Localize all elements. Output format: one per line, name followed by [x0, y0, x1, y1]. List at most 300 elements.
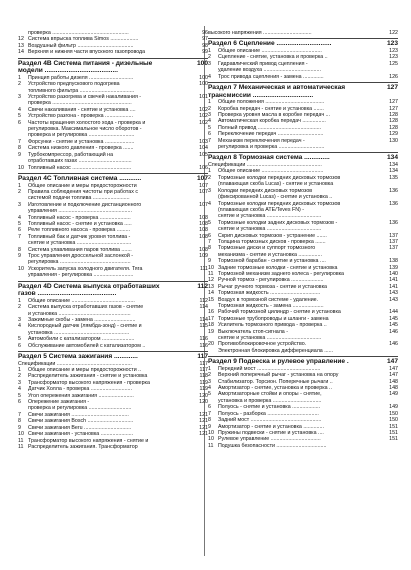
- toc-entry-number: 2: [208, 372, 211, 379]
- page-number: 150: [389, 410, 398, 417]
- page-number: 146: [389, 341, 398, 348]
- page-number: 117: [199, 367, 208, 374]
- toc-entry-number: 8: [18, 418, 21, 425]
- toc-entry-number: 5: [18, 392, 21, 399]
- page-number: 129: [389, 131, 398, 138]
- toc-entry-text: Сцепление - снятие, установка и проверка ..: [218, 54, 328, 61]
- toc-entry-number: 4: [18, 214, 21, 221]
- toc-entry-text: Правила соблюдения чистоты при работах с системой подачи топлива .........................: [28, 188, 138, 202]
- toc-entry-number: 9: [18, 252, 21, 259]
- section-heading: [208, 38, 398, 48]
- toc-entry-number: 1: [208, 168, 211, 175]
- page-number: 116: [199, 342, 208, 349]
- page-number: 100: [199, 81, 208, 88]
- page-number: 136: [389, 219, 398, 226]
- page-number: 149: [389, 404, 398, 411]
- toc-entry-text: Кислородный датчик (лямбда-зонд) - снятие и установка ...................................................: [28, 323, 142, 336]
- toc-entry-number: 5: [18, 336, 21, 343]
- toc-entry-number: 7: [208, 410, 211, 417]
- toc-entry: [208, 245, 398, 258]
- page-number: 97: [202, 36, 208, 43]
- toc-entry-text: Общее описание ..........................................: [218, 168, 324, 175]
- toc-entry: [18, 81, 208, 94]
- toc-entry-number: 3: [208, 112, 211, 119]
- toc-entry-number: 5: [208, 391, 211, 398]
- toc-entry-text: Устройство разгона - проверка ...................: [28, 113, 134, 120]
- toc-entry: [18, 343, 208, 349]
- toc-entry-number: 9: [18, 424, 21, 431]
- toc-entry-text: Амортизатор - снятие, установка и проверка ..: [218, 385, 332, 392]
- toc-entry-number: 4: [208, 73, 211, 80]
- section-heading: [208, 356, 398, 366]
- toc-entry-number: 11: [208, 270, 214, 277]
- page-number: 148: [389, 385, 398, 392]
- toc-entry-number: 3: [18, 94, 21, 101]
- page-number: 147: [389, 365, 398, 372]
- toc-entry-number: 7: [208, 238, 211, 245]
- section-title: Раздел 4D Система выпуска отработавших газов ...........................................: [18, 282, 160, 298]
- toc-entry-text: высокого напряжения .................................: [208, 30, 312, 36]
- toc-entry-text: Свечи зажигания Bosch ...............................: [28, 418, 134, 425]
- toc-entry-text: Топливный насос - снятие и установка .....: [28, 220, 132, 227]
- toc-entry-number: 10: [208, 436, 214, 443]
- toc-entry-text: Опережение зажигания - проверка и регулировка .............................: [28, 399, 132, 412]
- toc-entry-number: 12: [208, 277, 214, 284]
- toc-entry-number: 12: [18, 36, 24, 43]
- toc-entry-number: 11: [18, 443, 24, 450]
- page-number: 108: [199, 246, 208, 253]
- page-number: 119: [199, 379, 208, 386]
- page-number: 148: [389, 378, 398, 385]
- toc-entry: [18, 202, 208, 215]
- toc-entry-text: Амортизаторные стойки и опоры - снятие, установка и проверка .................................: [218, 391, 322, 404]
- page-number: 139: [389, 264, 398, 271]
- page-number: 127: [389, 99, 398, 106]
- toc-entry-number: 10: [208, 264, 214, 271]
- page-number: 136: [389, 187, 398, 194]
- page-number: 128: [389, 124, 398, 131]
- toc-entry: [208, 297, 398, 310]
- toc-entry: [208, 74, 398, 80]
- toc-entry-text: Угол опережения зажигания ........................: [28, 392, 134, 399]
- toc-left-column: [18, 30, 208, 450]
- toc-right-column: [208, 30, 398, 449]
- page-number: 112: [197, 282, 208, 290]
- toc-entry-text: Свечи зажигания .......................................: [28, 411, 129, 418]
- toc-entry-number: 2: [208, 174, 211, 181]
- toc-entry-text: Переключение передач ...............................: [218, 131, 324, 138]
- page-number: 98: [202, 42, 208, 49]
- page-number: 109: [199, 252, 208, 259]
- toc-entry-text: Коробка передач - снятие и установка .......: [218, 105, 324, 112]
- toc-entry-number: 16: [208, 309, 214, 316]
- section-title: Раздел 6 Сцепление ..............................: [208, 40, 332, 48]
- page-number: 99: [202, 49, 208, 56]
- toc-entry-text: Полуось - разборка ...................................: [218, 410, 319, 417]
- toc-entry: [18, 234, 208, 247]
- toc-entry: [18, 49, 208, 55]
- toc-entry-number: 3: [208, 187, 211, 194]
- page-number: 119: [199, 386, 208, 393]
- toc-entry-number: 13: [18, 42, 24, 49]
- page-number: 108: [199, 220, 208, 227]
- toc-entry-text: Трансформатор высокого напряжения - проверка: [28, 379, 150, 386]
- toc-entry-number: 6: [208, 232, 211, 239]
- toc-entry-number: 3: [18, 379, 21, 386]
- toc-entry-text: Воздушный фильтр ......................................: [28, 42, 134, 49]
- toc-entry-text: Изготовление и подключение дистанционного управления ..................................................: [28, 201, 142, 215]
- page-number: 114: [199, 317, 208, 323]
- toc-entry-text: Тормозной барабан - снятие и установка ....: [218, 258, 326, 265]
- toc-entry-number: 2: [18, 81, 21, 88]
- page-number: 111: [199, 265, 208, 272]
- toc-entry-text: Топливный насос ........................................: [28, 164, 132, 171]
- toc-entry-text: Общие описание ...........................................: [28, 297, 135, 304]
- section-title: Раздел 7 Механическая и автоматическая трансмиссии .................................: [208, 84, 346, 99]
- toc-entry-text: Проверка уровня масла в коробке передач ...: [218, 112, 330, 119]
- toc-entry: [18, 304, 208, 317]
- toc-entry-text: Ручной тормоз - регулировка ......................: [218, 277, 324, 284]
- toc-entry-number: 1: [18, 74, 21, 81]
- page-number: 134: [386, 154, 398, 162]
- toc-entry: [208, 61, 398, 74]
- page-number: 135: [389, 174, 398, 181]
- section-heading: [18, 58, 208, 75]
- toc-entry-text: Общие положения ........................................: [218, 99, 325, 106]
- page-number: 137: [389, 245, 398, 252]
- toc-entry-number: 13: [208, 283, 214, 290]
- page-number: 107: [199, 188, 208, 195]
- toc-entry-text: Распределитель зажигания. Трансформатор: [28, 443, 138, 450]
- toc-entry-text: проверка ....................................................: [28, 30, 129, 36]
- toc-entry-text: Частоты вращения холостого хода - проверка и регулировка. Максимальное число оборотов - проверка и регулировка ...............................: [28, 119, 146, 139]
- toc-entry-number: 3: [18, 317, 21, 323]
- toc-entry-number: 8: [18, 246, 21, 253]
- page-number: 112: [199, 297, 208, 304]
- page-number: 127: [386, 84, 398, 92]
- page-number: 107: [196, 174, 208, 182]
- page-number: 136: [389, 200, 398, 207]
- page-number: 117: [197, 353, 208, 361]
- toc-entry-text: Реле топливного насоса - проверка .........: [28, 227, 131, 234]
- page-number: 121: [199, 424, 208, 431]
- section-title: Раздел 4С Топливная система ............: [18, 174, 142, 182]
- toc-entry-text: Усилитель тормозного привода - проверка ..: [218, 322, 327, 329]
- toc-entry-text: Турбокомпрессор, работающий на отработавших газах ....................................: [28, 151, 132, 165]
- toc-entry-text: Трос привода сцепления - замена ..............: [218, 73, 324, 80]
- toc-entry: [18, 189, 208, 202]
- toc-entry-text: Устройство разогрева и свечей накаливания - проверка ......................................................: [28, 94, 142, 107]
- toc-entry-number: 7: [18, 411, 21, 418]
- toc-entry-number: 10: [18, 164, 24, 171]
- page-number: 146: [389, 328, 398, 335]
- page-number: 134: [389, 162, 398, 169]
- toc-entry-number: 3: [18, 201, 21, 208]
- toc-entry-number: 11: [208, 442, 214, 449]
- section-title: Раздел 5 Система зажигания .............: [18, 353, 138, 361]
- page-number: 100: [199, 74, 208, 81]
- page-number: 102: [199, 113, 208, 120]
- toc-entry-number: 8: [18, 145, 21, 152]
- page-number: 105: [199, 151, 208, 158]
- toc-entry-number: 11: [18, 437, 24, 444]
- page-number: 123: [389, 54, 398, 61]
- toc-entry-text: Пружины подвески - снятие и установка ....: [218, 429, 324, 436]
- page-number: 143: [389, 296, 398, 303]
- page-number: 140: [389, 270, 398, 277]
- page-number: 130: [389, 137, 398, 144]
- page-number: 121: [199, 411, 208, 418]
- toc-entry-text: Амортизатор - снятие и установка ..............: [218, 423, 324, 430]
- toc-entry-text: Свечи накаливания - снятие и установка ....: [28, 106, 136, 113]
- page-number: 147: [386, 358, 398, 366]
- toc-entry-text: Выключатель стоп-сигнала - снятие и установка .....................................: [218, 328, 322, 342]
- toc-entry: [18, 94, 208, 107]
- toc-entry-number: 2: [18, 188, 21, 195]
- page-number: 96: [202, 30, 208, 36]
- page-number: 127: [389, 105, 398, 112]
- toc-entry-number: 8: [208, 245, 211, 252]
- toc-entry-text: Автоматическая коробка передач ................: [218, 118, 326, 125]
- page-number: 145: [389, 315, 398, 322]
- toc-entry-number: 15: [208, 296, 214, 303]
- toc-entry-text: Датчик Холла - проверка ............................: [28, 386, 132, 393]
- toc-entry-text: Стабилизатор. Торсион. Поперечные рычаги ..: [218, 378, 333, 385]
- page-number: 106: [199, 164, 208, 171]
- toc-entry-text: Задние тормозные колодки - снятие и установка: [218, 264, 338, 271]
- toc-entry: [208, 220, 398, 233]
- toc-entry-number: 9: [208, 258, 211, 265]
- page-number: 141: [389, 283, 398, 290]
- page-number: 121: [199, 418, 208, 425]
- toc-entry-number: 4: [208, 118, 211, 125]
- toc-entry-text: Трос управления дроссельной заслонкой - регулировка ................................................: [28, 252, 134, 266]
- page-number: 100: [196, 59, 208, 67]
- toc-entry-text: Зажимные скобы - замена ............................: [28, 317, 136, 323]
- toc-entry: [18, 120, 208, 139]
- toc-entry-text: Тормозные колодки передних дисковых тормозов (плавающая скоба ATE/Teves FN) - снятие и установка .....................................: [218, 200, 341, 220]
- toc-entry-number: 4: [208, 200, 211, 207]
- toc-entry-text: Скрип дисковых тормозов - устранение .......: [218, 232, 327, 239]
- toc-entry-text: Тормозной механизм заднего колеса - регулировка: [218, 270, 345, 277]
- page-number: 121: [199, 431, 208, 438]
- toc-entry-text: Топливный бак и датчик уровня топлива - снятие и установка .....................................: [28, 233, 132, 247]
- toc-entry-number: 5: [208, 124, 211, 131]
- page-number: 118: [199, 373, 208, 380]
- toc-entry-number: 19: [208, 328, 214, 335]
- toc-entry: [208, 175, 398, 188]
- toc-entry: [18, 266, 208, 279]
- toc-entry-text: Автомобили с катализатором ......................: [28, 336, 135, 343]
- page-number: 108: [199, 214, 208, 221]
- toc-entry-text: Передний мост ...........................................: [218, 365, 321, 372]
- toc-entry: [18, 165, 208, 171]
- page-number: 143: [389, 290, 398, 297]
- section-heading: [18, 173, 208, 183]
- toc-entry-number: 4: [18, 323, 21, 330]
- page-number: 107: [199, 182, 208, 189]
- toc-entry: [18, 253, 208, 266]
- toc-entry-number: 2: [208, 105, 211, 112]
- toc-entry-text: Форсунки - снятие и установка ....................: [28, 138, 135, 145]
- page-number: 137: [389, 238, 398, 245]
- toc-entry-text: Система выпуска отработавших газов - снятие и установка .................................................: [28, 304, 144, 317]
- toc-entry-number: 10: [18, 265, 24, 272]
- page-number: 102: [199, 119, 208, 126]
- page-number: 128: [389, 118, 398, 125]
- toc-entry-number: 14: [208, 290, 214, 297]
- toc-entry-text: Спецификации ...................................................: [208, 162, 322, 169]
- section-title: Раздел 9 Подвеска и рулевое управление .: [208, 358, 349, 366]
- toc-entry: [208, 201, 398, 220]
- toc-plain-entry: [208, 30, 398, 36]
- toc-entry-text: Общее описание и меры предосторожности: [28, 182, 137, 189]
- toc-entry-text: Толщина тормозных дисков - проверка .......: [218, 238, 326, 245]
- toc-entry-text: Механизм переключения передач - регулировка и проверка ...............................: [218, 137, 325, 151]
- toc-entry-number: 7: [208, 137, 211, 144]
- toc-entry: [208, 341, 398, 354]
- toc-entry-number: 2: [18, 304, 21, 311]
- toc-entry-number: 6: [18, 227, 21, 234]
- toc-entry-text: Свечи зажигания - установка ......................: [28, 431, 134, 438]
- toc-entry-number: 1: [18, 297, 21, 304]
- toc-entry-number: 7: [18, 233, 21, 240]
- page-number: 147: [389, 372, 398, 379]
- toc-entry-text: Система улавливания паров топлива .......: [28, 246, 132, 253]
- section-heading: [18, 351, 208, 361]
- toc-entry-number: 7: [18, 138, 21, 145]
- page-number: 126: [389, 73, 398, 80]
- toc-entry: [18, 444, 208, 450]
- page-number: 144: [389, 309, 398, 316]
- toc-entry: [18, 399, 208, 412]
- toc-entry-text: Общее описание и меры предосторожности ..: [28, 367, 142, 374]
- page-number: 108: [199, 227, 208, 234]
- toc-entry-number: 14: [18, 49, 24, 56]
- page-number: 150: [389, 417, 398, 424]
- page-number: 117: [199, 360, 208, 367]
- toc-entry-text: Топливный насос - проверка .....................: [28, 214, 131, 221]
- toc-entry-text: Тормозные диски и суппорт тормозного механизма - снятие и установка ................: [218, 245, 322, 258]
- toc-entry-number: 1: [18, 367, 21, 374]
- toc-entry-number: 3: [208, 378, 211, 385]
- page-number: 128: [389, 112, 398, 119]
- toc-entry-text: Система низкого давления - проверка .......: [28, 145, 134, 152]
- page-number: 114: [199, 304, 208, 311]
- toc-entry-number: 10: [18, 431, 24, 438]
- page-number: 120: [199, 399, 208, 406]
- toc-entry: [18, 323, 208, 336]
- toc-entry-number: 20: [208, 341, 214, 348]
- toc-entry-number: 5: [18, 220, 21, 227]
- page-number: 149: [389, 391, 398, 398]
- toc-entry-number: 18: [208, 322, 214, 329]
- toc-entry-text: Тормозные трубопроводы и шланги - замена: [218, 315, 329, 322]
- toc-entry: [208, 443, 398, 449]
- section-heading: [208, 152, 398, 162]
- toc-entry-number: 2: [18, 373, 21, 380]
- section-title: Раздел 4В Система питания - дизельные модели ........................................: [18, 59, 153, 75]
- toc-entry-text: Свечи зажигания Beru ................................: [28, 424, 132, 431]
- toc-entry-text: Полный привод ...........................................: [218, 124, 322, 131]
- toc-entry-number: 1: [208, 99, 211, 106]
- toc-entry-text: Тормозные колодки задних дисковых тормозов - снятие и установка .....................................: [218, 219, 338, 233]
- toc-entry: [208, 391, 398, 404]
- page-number: 102: [199, 106, 208, 113]
- toc-entry-text: Общее описание .........................................: [218, 48, 322, 54]
- toc-entry: [208, 329, 398, 342]
- toc-entry-text: Трансформатор высокого напряжения - снятие и: [28, 437, 149, 444]
- toc-entry-text: Распределитель зажигания - снятие и установка: [28, 373, 148, 380]
- toc-entry-number: 4: [208, 385, 211, 392]
- toc-entry-text: Верхний поперечный рычаг - установка на опору: [218, 372, 339, 379]
- toc-entry-text: Подушка безопасности ..................................: [218, 442, 327, 449]
- toc-entry-number: 4: [18, 106, 21, 113]
- page-number: 145: [389, 322, 398, 329]
- toc-entry-number: 4: [18, 386, 21, 393]
- toc-entry-number: 8: [208, 417, 211, 424]
- page-number: 125: [389, 60, 398, 67]
- page-number: 101: [199, 94, 208, 101]
- toc-entry-number: 1: [208, 48, 211, 54]
- toc-entry-text: Ускоритель запуска холодного двигателя. Тяга управления - регулировка ...........................: [28, 265, 143, 279]
- toc-entry-number: 6: [208, 404, 211, 411]
- toc-entry: [208, 188, 398, 201]
- page-number: 123: [386, 40, 398, 48]
- toc-entry-number: 17: [208, 315, 214, 322]
- page-number: 120: [199, 392, 208, 399]
- page-number: 123: [389, 48, 398, 54]
- toc-entry-text: Устройство предпускового подогрева топливного фильтра .....................................: [28, 81, 135, 94]
- toc-entry-text: Гидравлический привод сцепления - удаление воздуха .......................................: [218, 60, 321, 74]
- toc-entry-text: Полуось - снятие и установка ...................: [218, 404, 321, 411]
- toc-entry: [208, 138, 398, 151]
- toc-entry-number: 6: [18, 342, 21, 349]
- page-number: 151: [389, 436, 398, 443]
- toc-entry-text: Тормозная жидкость ..................................: [218, 290, 321, 297]
- toc-entry-text: Тормозные колодки передних дисковых тормозов (плавающая скоба Lucas) - снятие и установка: [218, 174, 341, 188]
- toc-entry-number: 1: [18, 182, 21, 189]
- toc-entry-number: 9: [18, 151, 21, 158]
- section-heading: [18, 281, 208, 298]
- toc-entry-number: 9: [208, 423, 211, 430]
- toc-entry-number: 5: [18, 113, 21, 120]
- page-number: 122: [389, 30, 398, 36]
- toc-entry-text: Рулевое управление ..................................: [218, 436, 321, 443]
- toc-entry-text: Система впрыска топлива Simos ...................: [28, 36, 139, 43]
- toc-entry-text: Рабочий тормозной цилиндр - снятие и установка: [218, 309, 341, 316]
- page-number: 107: [199, 201, 208, 208]
- toc-entry-number: 6: [208, 131, 211, 138]
- section-title: Раздел 8 Тормозная система ..............: [208, 154, 330, 162]
- page-number: 141: [389, 277, 398, 284]
- toc-entry-number: 3: [208, 60, 211, 67]
- page-number: 137: [389, 232, 398, 239]
- page-number: 103: [199, 138, 208, 145]
- page-number: 115: [199, 323, 208, 330]
- toc-entry-text: Спецификации ...................................................: [18, 360, 132, 367]
- toc-entry-text: Колодки передних дисковых тормозов (фиксированной Lucas) - снятие и установка ..: [218, 187, 333, 201]
- toc-entry-number: 6: [18, 399, 21, 406]
- page-number: 138: [389, 258, 398, 265]
- toc-entry-text: Воздух в тормозной системе - удаление. Тормозная жидкость - замена .....................: [218, 296, 324, 309]
- toc-entry-number: 5: [208, 219, 211, 226]
- page-number: 134: [389, 168, 398, 175]
- toc-entry-number: 2: [208, 54, 211, 61]
- page-number: 151: [389, 429, 398, 436]
- page-number: 116: [199, 336, 208, 343]
- toc-entry-text: Рычаг ручного тормоза - снятие и установка: [218, 283, 328, 290]
